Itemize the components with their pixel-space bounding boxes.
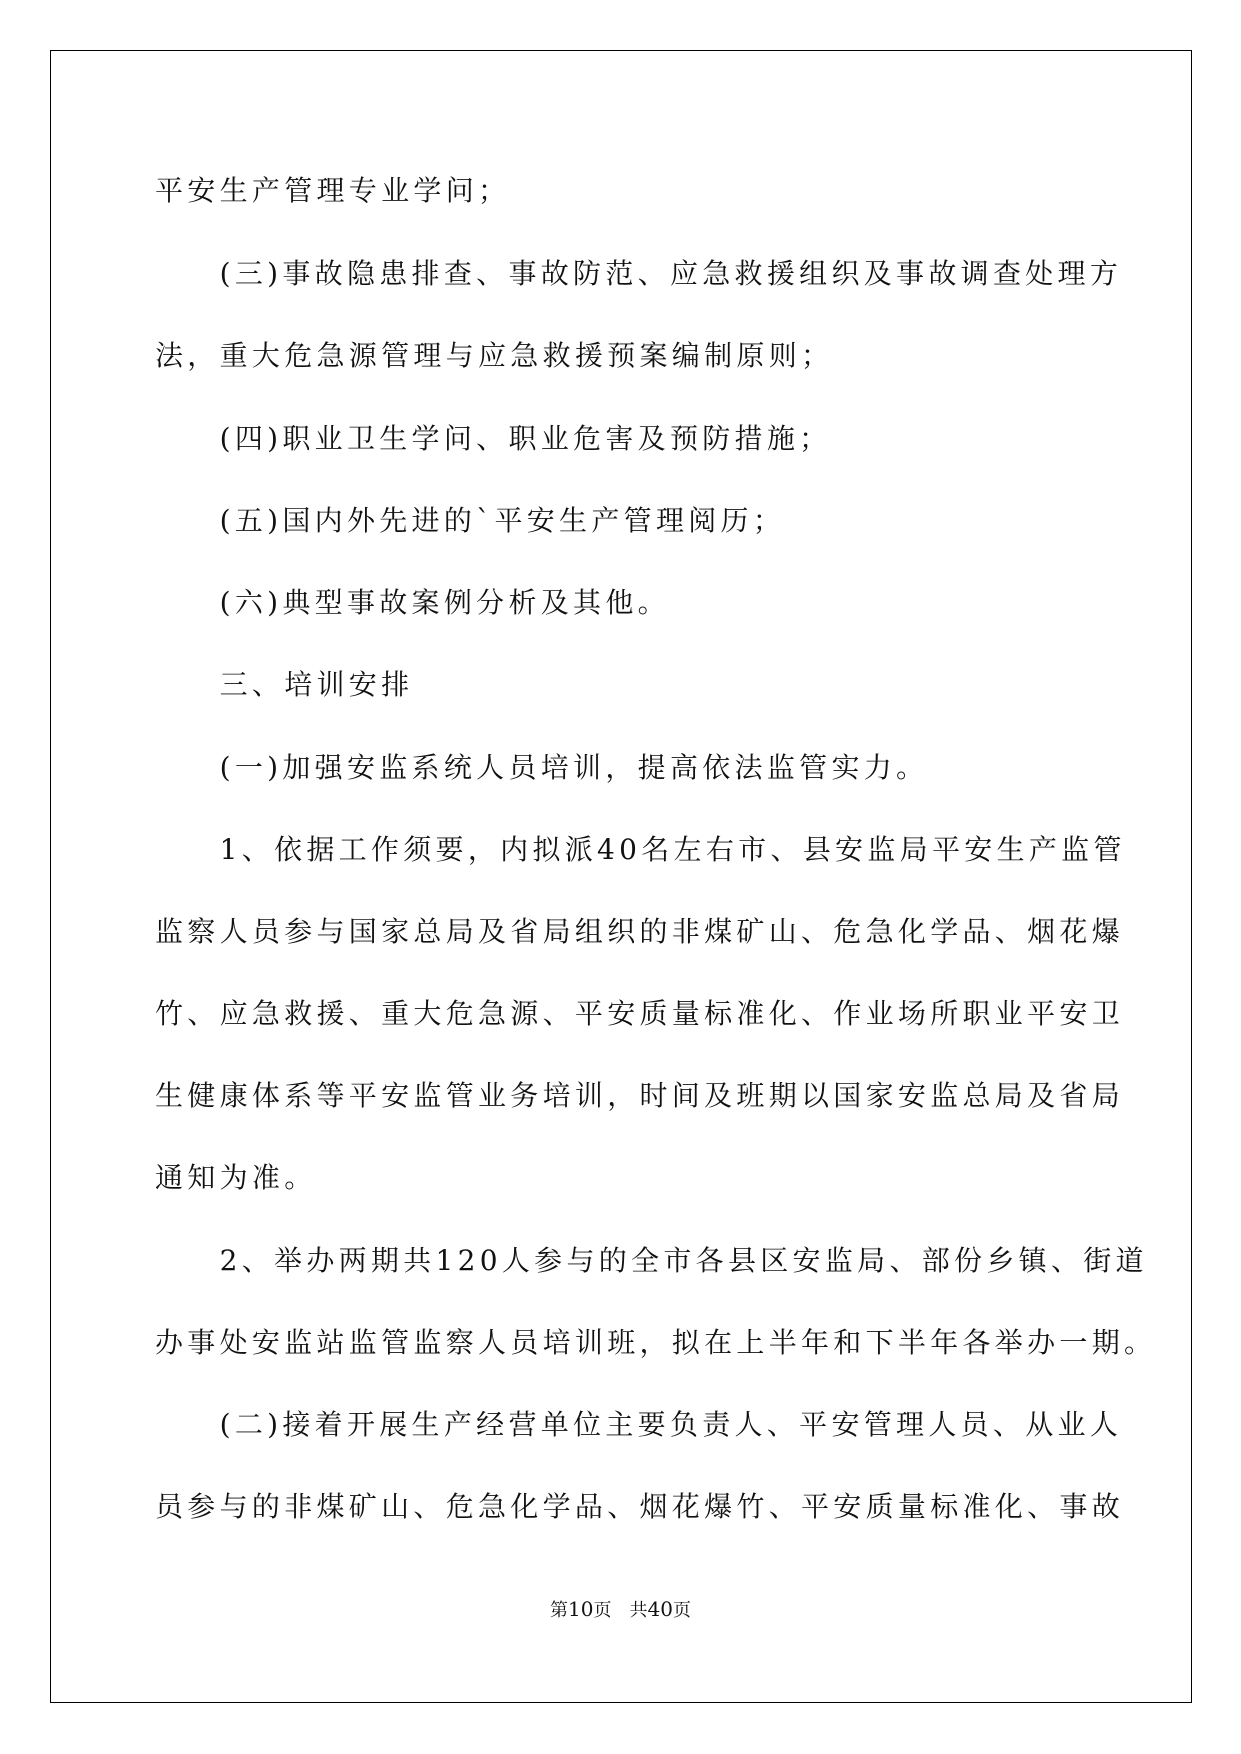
total-page-count: 40 bbox=[647, 1597, 673, 1621]
text-line: 竹、应急救援、重大危急源、平安质量标准化、作业场所职业平安卫 bbox=[155, 997, 1125, 1030]
text-line: (六)典型事故案例分析及其他。 bbox=[155, 586, 670, 619]
text-line: 1、依据工作须要，内拟派40名左右市、县安监局平安生产监管 bbox=[155, 833, 1126, 866]
text-line: 2、举办两期共120人参与的全市各县区安监局、部份乡镇、街道 bbox=[155, 1244, 1148, 1277]
text-line: (五)国内外先进的`平安生产管理阅历； bbox=[155, 504, 786, 537]
text-line: 员参与的非煤矿山、危急化学品、烟花爆竹、平安质量标准化、事故 bbox=[155, 1490, 1125, 1523]
text-line: 通知为准。 bbox=[155, 1161, 317, 1194]
footer-suffix: 页 bbox=[672, 1600, 691, 1621]
footer-middle: 页 共 bbox=[593, 1600, 648, 1621]
text-line: 办事处安监站监管监察人员培训班，拟在上半年和下半年各举办一期。 bbox=[155, 1326, 1157, 1359]
footer-prefix: 第 bbox=[550, 1600, 569, 1621]
text-line: 生健康体系等平安监管业务培训，时间及班期以国家安监总局及省局 bbox=[155, 1079, 1125, 1112]
current-page-number: 10 bbox=[568, 1597, 594, 1621]
page-footer bbox=[0, 1597, 1241, 1623]
page-border bbox=[50, 50, 1192, 1703]
text-line: (一)加强安监系统人员培训，提高依法监管实力。 bbox=[155, 751, 929, 784]
section-heading: 三、培训安排 bbox=[155, 668, 414, 701]
text-line: 监察人员参与国家总局及省局组织的非煤矿山、危急化学品、烟花爆 bbox=[155, 915, 1125, 948]
text-line: 平安生产管理专业学问； bbox=[155, 174, 511, 207]
text-line: (四)职业卫生学问、职业危害及预防措施； bbox=[155, 422, 832, 455]
text-line: (二)接着开展生产经营单位主要负责人、平安管理人员、从业人 bbox=[155, 1408, 1123, 1441]
text-line: 法，重大危急源管理与应急救援预案编制原则； bbox=[155, 339, 834, 372]
text-line: (三)事故隐患排查、事故防范、应急救援组织及事故调查处理方 bbox=[155, 257, 1123, 290]
